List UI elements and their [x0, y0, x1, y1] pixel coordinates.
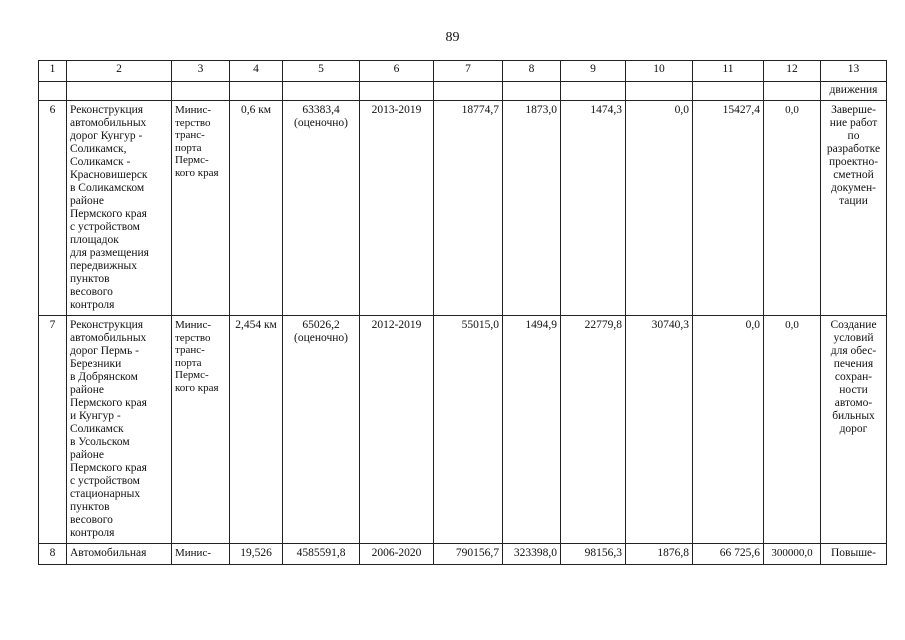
length-cell: 2,454 км	[230, 316, 283, 544]
period-cell: 2006-2020	[360, 544, 434, 565]
column-number: 6	[360, 61, 434, 82]
table-row	[39, 101, 887, 316]
column-number: 12	[764, 61, 821, 82]
empty-cell	[503, 82, 561, 101]
value-cell: 15427,4	[693, 101, 764, 316]
value-cell: 0,0	[693, 316, 764, 544]
result-cell: Повыше-	[821, 544, 887, 565]
value-cell: 790156,7	[434, 544, 503, 565]
value-cell: 323398,0	[503, 544, 561, 565]
page-number: 89	[445, 30, 460, 45]
value-cell: 22779,8	[561, 316, 626, 544]
empty-cell	[39, 82, 67, 101]
continuation-row	[39, 82, 887, 101]
empty-cell	[230, 82, 283, 101]
value-cell: 0,0	[626, 101, 693, 316]
row-number: 6	[39, 101, 67, 316]
empty-cell	[434, 82, 503, 101]
length-cell: 19,526	[230, 544, 283, 565]
column-number: 5	[283, 61, 360, 82]
value-cell: 0,0	[764, 101, 821, 316]
empty-cell	[626, 82, 693, 101]
table-row	[39, 544, 887, 565]
empty-cell	[693, 82, 764, 101]
data-table	[38, 60, 887, 565]
responsible-org: Минис-	[172, 544, 230, 565]
column-number: 2	[67, 61, 172, 82]
column-number: 11	[693, 61, 764, 82]
object-name: Автомобильная	[67, 544, 172, 565]
cost-cell: 63383,4 (оценочно)	[283, 101, 360, 316]
column-number: 10	[626, 61, 693, 82]
cost-cell: 65026,2 (оценочно)	[283, 316, 360, 544]
column-number: 1	[39, 61, 67, 82]
value-cell: 18774,7	[434, 101, 503, 316]
period-cell: 2013-2019	[360, 101, 434, 316]
value-cell: 0,0	[764, 316, 821, 544]
column-number: 3	[172, 61, 230, 82]
table-row	[39, 316, 887, 544]
value-cell: 1474,3	[561, 101, 626, 316]
empty-cell	[283, 82, 360, 101]
empty-cell	[561, 82, 626, 101]
row-number: 8	[39, 544, 67, 565]
value-cell: 55015,0	[434, 316, 503, 544]
column-number: 8	[503, 61, 561, 82]
value-cell: 66 725,6	[693, 544, 764, 565]
empty-cell	[172, 82, 230, 101]
value-cell: 1494,9	[503, 316, 561, 544]
responsible-org: Минис- терство транс- порта Пермс- кого края	[172, 316, 230, 544]
column-number: 4	[230, 61, 283, 82]
column-number-row	[39, 61, 887, 82]
responsible-org: Минис- терство транс- порта Пермс- кого края	[172, 101, 230, 316]
length-cell: 0,6 км	[230, 101, 283, 316]
empty-cell	[764, 82, 821, 101]
value-cell: 98156,3	[561, 544, 626, 565]
object-name: Реконструкция автомобильных дорог Пермь - Березники в Добрянском районе Пермского края и Кунгур - Соликамск в Усольском районе Пермского края с устройством стационарных пунктов весового контроля	[67, 316, 172, 544]
empty-cell	[360, 82, 434, 101]
value-cell: 300000,0	[764, 544, 821, 565]
result-cell: Создание условий для обес- печения сохран- ности автомо- бильных дорог	[821, 316, 887, 544]
cost-cell: 4585591,8	[283, 544, 360, 565]
column-number: 9	[561, 61, 626, 82]
period-cell: 2012-2019	[360, 316, 434, 544]
object-name: Реконструкция автомобильных дорог Кунгур - Соликамск, Соликамск - Красновишерск в Соликамском районе Пермского края с устройством площадок для размещения передвижных пунктов весового контроля	[67, 101, 172, 316]
row-number: 7	[39, 316, 67, 544]
continued-result-cell: движения	[821, 82, 887, 101]
value-cell: 1876,8	[626, 544, 693, 565]
empty-cell	[67, 82, 172, 101]
column-number: 7	[434, 61, 503, 82]
result-cell: Заверше- ние работ по разработке проектно- сметной докумен- тации	[821, 101, 887, 316]
column-number: 13	[821, 61, 887, 82]
value-cell: 30740,3	[626, 316, 693, 544]
value-cell: 1873,0	[503, 101, 561, 316]
